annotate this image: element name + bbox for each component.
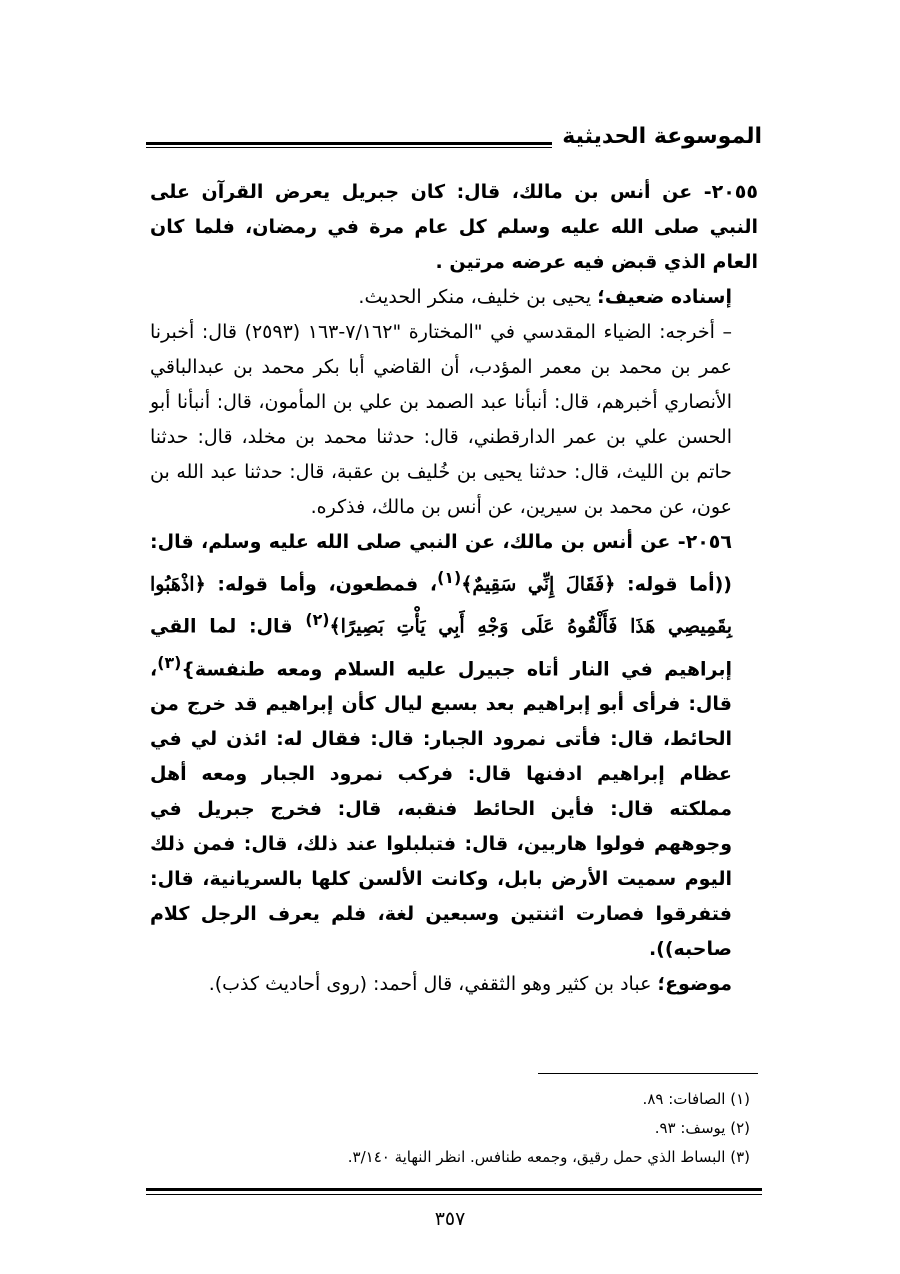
hadith-2056-mid-1: ، فمطعون، وأما قوله: xyxy=(205,573,438,596)
main-text xyxy=(150,175,758,1002)
footnotes xyxy=(150,1085,758,1172)
hadith-2056-rest: ، قال: فرأى أبو إبراهيم بعد بسبع ليال كأن إبراهيم قد خرج من الحائط، قال: فأتى نمرود الجبار: قال: فقال له: ائذن لي في عظام إبراهيم ادفنها قال: فركب نمرود الجبار ومعه أهل مملكته قال: فأين الحائط فنقبه، قال: فخرج جبريل في وجوههم فولوا هاربين، قال: فتبلبلوا عند ذلك، قال: فمن ذلك اليوم سميت الأرض بابل، وكانت الألسن كلها بالسريانية، قال: فتفرقوا فصارت اثنتين وسبعين لغة، فلم يعرف الرجل كلام صاحبه)). xyxy=(150,657,732,960)
footer-rule-thick xyxy=(146,1188,762,1191)
hadith-2055-grade xyxy=(150,280,758,315)
footnote-ref-3: (٣) xyxy=(157,652,182,672)
hadith-2055-takhrij: – أخرجه: الضياء المقدسي في "المختارة "٧/١٦٢-١٦٣ (٢٥٩٣) قال: أخبرنا عمر بن محمد بن معمر المؤدب، أن القاضي أبا بكر محمد بن عبدالباقي الأنصاري أخبرهم، قال: أنبأنا عبد الصمد بن علي بن المأمون، قال: أنبأنا أبو الحسن علي بن عمر الدارقطني، قال: حدثنا محمد بن مخلد، قال: حدثنا حاتم بن الليث، قال: حدثنا يحيى بن خُليف بن عقبة، قال: حدثنا عبد الله بن عون، عن محمد بن سيرين، عن أنس بن مالك، فذكره. xyxy=(150,321,732,518)
quran-verse-2: ﴿اذْهَبُوا بِقَمِيصِي هَذَا فَأَلْقُوهُ عَلَى وَجْهِ أَبِي يَأْتِ بَصِيرًا﴾ xyxy=(150,573,732,638)
footnote-2: (٢) يوسف: ٩٣. xyxy=(654,1119,750,1137)
hadith-2056-grade xyxy=(150,967,758,1002)
quran-verse-1: ﴿فَقَالَ إِنِّي سَقِيمٌ﴾ xyxy=(461,573,616,596)
hadith-2056-mid-2: قال: لما القي إبراهيم في النار أتاه جبيرل عليه السلام ومعه طنفسة} xyxy=(150,615,732,680)
header-title: الموسوعة الحديثية xyxy=(552,124,762,149)
hadith-2056-text xyxy=(150,525,758,967)
page-header xyxy=(146,122,762,162)
footer-rules xyxy=(146,1188,762,1198)
footnote-ref-2: (٢) xyxy=(305,610,330,630)
hadith-2056-intro: ٢٠٥٦- عن أنس بن مالك، عن النبي صلى الله عليه وسلم، قال: ((أما قوله: xyxy=(150,531,732,596)
footnote-3: (٣) البساط الذي حمل رقيق، وجمعه طنافس. انظر النهاية ٣/١٤٠. xyxy=(347,1148,750,1166)
page-number: ٣٥٧ xyxy=(434,1208,466,1230)
footnote-ref-1: (١) xyxy=(437,568,462,587)
grade-label: موضوع؛ xyxy=(657,972,732,995)
footer-rule-thin xyxy=(146,1194,762,1195)
grade-text: عباد بن كثير وهو الثقفي، قال أحمد: (روى أحاديث كذب). xyxy=(208,972,658,995)
footnote-1: (١) الصافات: ٨٩. xyxy=(642,1090,750,1108)
grade-label: إسناده ضعيف؛ xyxy=(597,286,732,308)
footnote-separator xyxy=(538,1073,758,1074)
hadith-2055-text: ٢٠٥٥- عن أنس بن مالك، قال: كان جبريل يعرض القرآن على النبي صلى الله عليه وسلم كل عام مرة في رمضان، فلما كان العام الذي قبض فيه عرضه مرتين . xyxy=(150,181,758,273)
grade-text: يحيى بن خليف، منكر الحديث. xyxy=(358,286,598,308)
